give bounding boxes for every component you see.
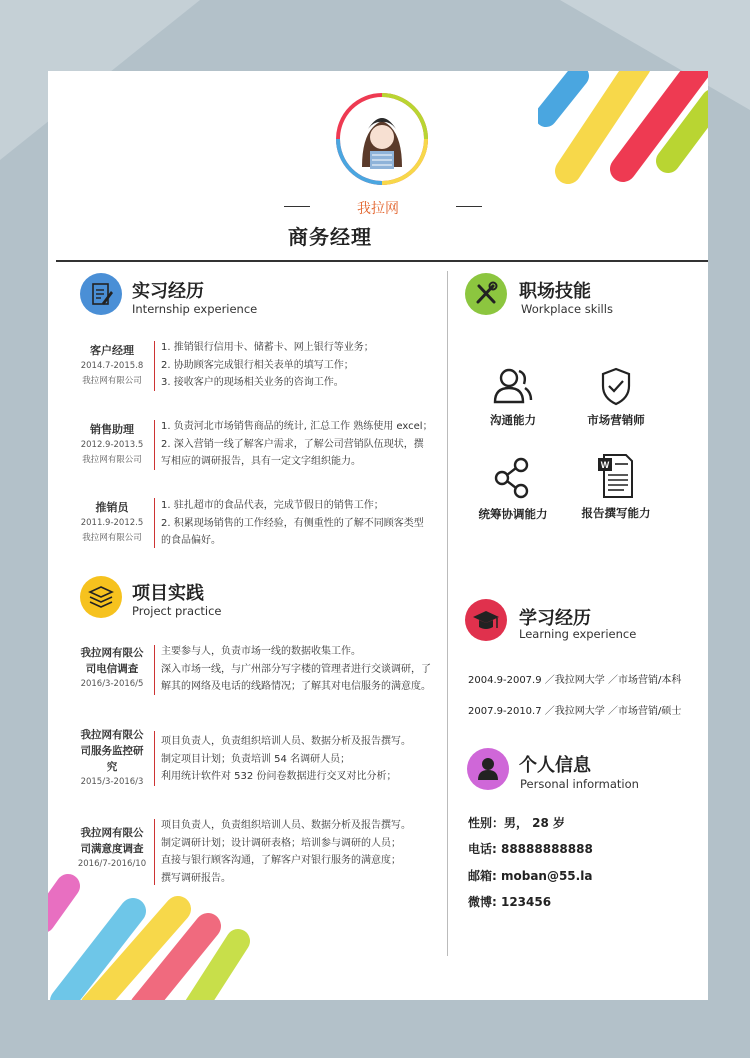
project-name: 司满意度调查 xyxy=(80,843,144,855)
education-subtitle: Learning experience xyxy=(519,627,637,641)
company: 我拉网有限公司 xyxy=(82,376,142,386)
internship-entry-2-desc xyxy=(161,418,441,471)
project-entry-2-meta xyxy=(62,727,162,790)
desc-line: 制定项目计划；负责培训 54 名调研人员； xyxy=(161,753,351,765)
internship-subtitle: Internship experience xyxy=(132,302,258,316)
share-icon xyxy=(491,456,535,500)
desc-line: 主要参与人，负责市场一线的数据收集工作。 xyxy=(161,646,361,657)
education-line: 2007.9-2010.7 ／我拉网大学 ／市场营销/硕士 xyxy=(468,706,682,717)
project-entry-1-desc xyxy=(161,643,441,696)
skill-label: 统筹协调能力 xyxy=(478,507,548,521)
skill-label: 沟通能力 xyxy=(490,413,536,427)
desc-line: 制定调研计划；设计调研表格；培训参与调研的人员； xyxy=(161,837,401,849)
entry-marker xyxy=(154,819,155,885)
desc-line: 3. 接收客户的现场相关业务的咨询工作。 xyxy=(161,377,344,388)
skill-item xyxy=(453,366,573,428)
desc-line: 项目负责人，负责组织培训人员、数据分析及报告撰写。 xyxy=(161,736,411,747)
desc-line: 2. 积累现场销售的工作经验，有侧重性的了解不同顾客类型 xyxy=(161,517,424,529)
person-icon xyxy=(467,748,509,790)
skills-subtitle: Workplace skills xyxy=(521,302,613,316)
company: 我拉网有限公司 xyxy=(82,533,142,543)
graduation-cap-icon xyxy=(465,599,507,641)
internship-entry-1-desc xyxy=(161,339,441,392)
shield-check-icon xyxy=(594,366,638,406)
role: 客户经理 xyxy=(90,344,134,357)
desc-line: 1. 驻扎超市的食品代表，完成节假日的销售工作； xyxy=(161,500,384,511)
desc-line: 利用统计软件对 532 份问卷数据进行交叉对比分析； xyxy=(161,771,397,782)
personal-title: 个人信息 xyxy=(519,755,591,776)
project-name: 我拉网有限公 xyxy=(80,729,144,741)
users-icon xyxy=(491,366,535,406)
skill-item xyxy=(556,366,676,428)
internship-entry-1-meta xyxy=(62,343,162,389)
column-divider xyxy=(447,271,448,956)
internship-entry-2-meta xyxy=(62,422,162,468)
skill-label: 市场营销师 xyxy=(587,413,645,427)
internship-entry-3-desc xyxy=(161,497,441,550)
internship-entry-3-meta xyxy=(62,500,162,546)
desc-line: 2. 协助顾客完成银行相关表单的填写工作； xyxy=(161,359,354,371)
education-title: 学习经历 xyxy=(519,608,591,629)
date: 2012.9-2013.5 xyxy=(80,440,144,450)
project-name: 究 xyxy=(106,761,118,773)
project-name: 司电信调查 xyxy=(85,663,139,675)
project-entry-1-meta xyxy=(62,645,162,692)
date: 2016/3-2016/5 xyxy=(80,679,144,689)
desc-line: 撰写调研报告。 xyxy=(161,872,231,884)
layers-icon xyxy=(80,576,122,618)
project-entry-3-meta xyxy=(62,825,162,872)
desc-line: 1. 推销银行信用卡、储蓄卡、网上银行等业务； xyxy=(161,342,374,353)
desc-line: 直接与银行顾客沟通，了解客户对银行服务的满意度； xyxy=(161,855,401,866)
entry-marker xyxy=(154,498,155,548)
desc-line: 项目负责人，负责组织培训人员、数据分析及报告撰写。 xyxy=(161,820,411,831)
role: 销售助理 xyxy=(90,423,134,436)
personal-gender-age: 性别：男， 28 岁 xyxy=(468,816,566,830)
date: 2011.9-2012.5 xyxy=(80,518,144,528)
project-name: 司服务监控研 xyxy=(80,745,144,757)
entry-marker xyxy=(154,420,155,470)
job-title: 商务经理 xyxy=(288,225,372,249)
person-name: 我拉网 xyxy=(357,201,399,217)
role: 推销员 xyxy=(95,501,129,514)
desc-line: 2. 深入营销一线了解客户需求，了解公司营销队伍现状，撰 xyxy=(161,438,424,450)
date: 2014.7-2015.8 xyxy=(80,361,144,371)
desc-line: 深入市场一线，与广州部分写字楼的管理者进行交谈调研，了 xyxy=(161,663,431,675)
desc-line: 解其的网络及电话的线路情况；了解其对电信服务的满意度。 xyxy=(161,681,431,692)
avatar xyxy=(332,89,432,189)
skill-item xyxy=(453,456,573,522)
personal-weibo: 微博: 123456 xyxy=(468,895,552,909)
personal-subtitle: Personal information xyxy=(520,777,639,791)
projects-title: 项目实践 xyxy=(132,583,204,604)
resume-page xyxy=(48,71,708,1000)
skill-label: 报告撰写能力 xyxy=(581,506,651,520)
edit-document-icon xyxy=(80,273,122,315)
company: 我拉网有限公司 xyxy=(82,455,142,465)
entry-marker xyxy=(154,341,155,391)
project-entry-2-desc xyxy=(161,733,441,786)
project-name: 我拉网有限公 xyxy=(80,827,144,839)
project-name: 我拉网有限公 xyxy=(80,647,144,659)
tools-icon xyxy=(465,273,507,315)
personal-phone: 电话: 88888888888 xyxy=(468,842,593,856)
projects-subtitle: Project practice xyxy=(132,604,222,618)
desc-line: 1. 负责河北市场销售商品的统计, 汇总工作 熟练使用 excel； xyxy=(161,421,433,432)
entry-marker xyxy=(154,731,155,786)
entry-marker xyxy=(154,645,155,695)
skills-title: 职场技能 xyxy=(519,281,591,302)
decorative-stripes-top xyxy=(538,71,708,191)
date: 2016/7-2016/10 xyxy=(77,859,147,869)
desc-line: 写相应的调研报告，具有一定文字组织能力。 xyxy=(161,456,361,467)
education-line: 2004.9-2007.9 ／我拉网大学 ／市场营销/本科 xyxy=(468,675,682,686)
personal-email: 邮箱: moban@55.la xyxy=(468,869,593,883)
project-entry-3-desc xyxy=(161,817,441,887)
decorative-stripes-bottom xyxy=(48,871,268,1000)
skill-item xyxy=(556,453,676,521)
word-document-icon xyxy=(594,453,638,499)
svg-text:W: W xyxy=(600,460,610,470)
name-right-line xyxy=(456,206,482,207)
internship-title: 实习经历 xyxy=(132,281,204,302)
date: 2015/3-2016/3 xyxy=(80,777,144,787)
desc-line: 的食品偏好。 xyxy=(161,535,221,546)
header-divider xyxy=(56,260,708,262)
